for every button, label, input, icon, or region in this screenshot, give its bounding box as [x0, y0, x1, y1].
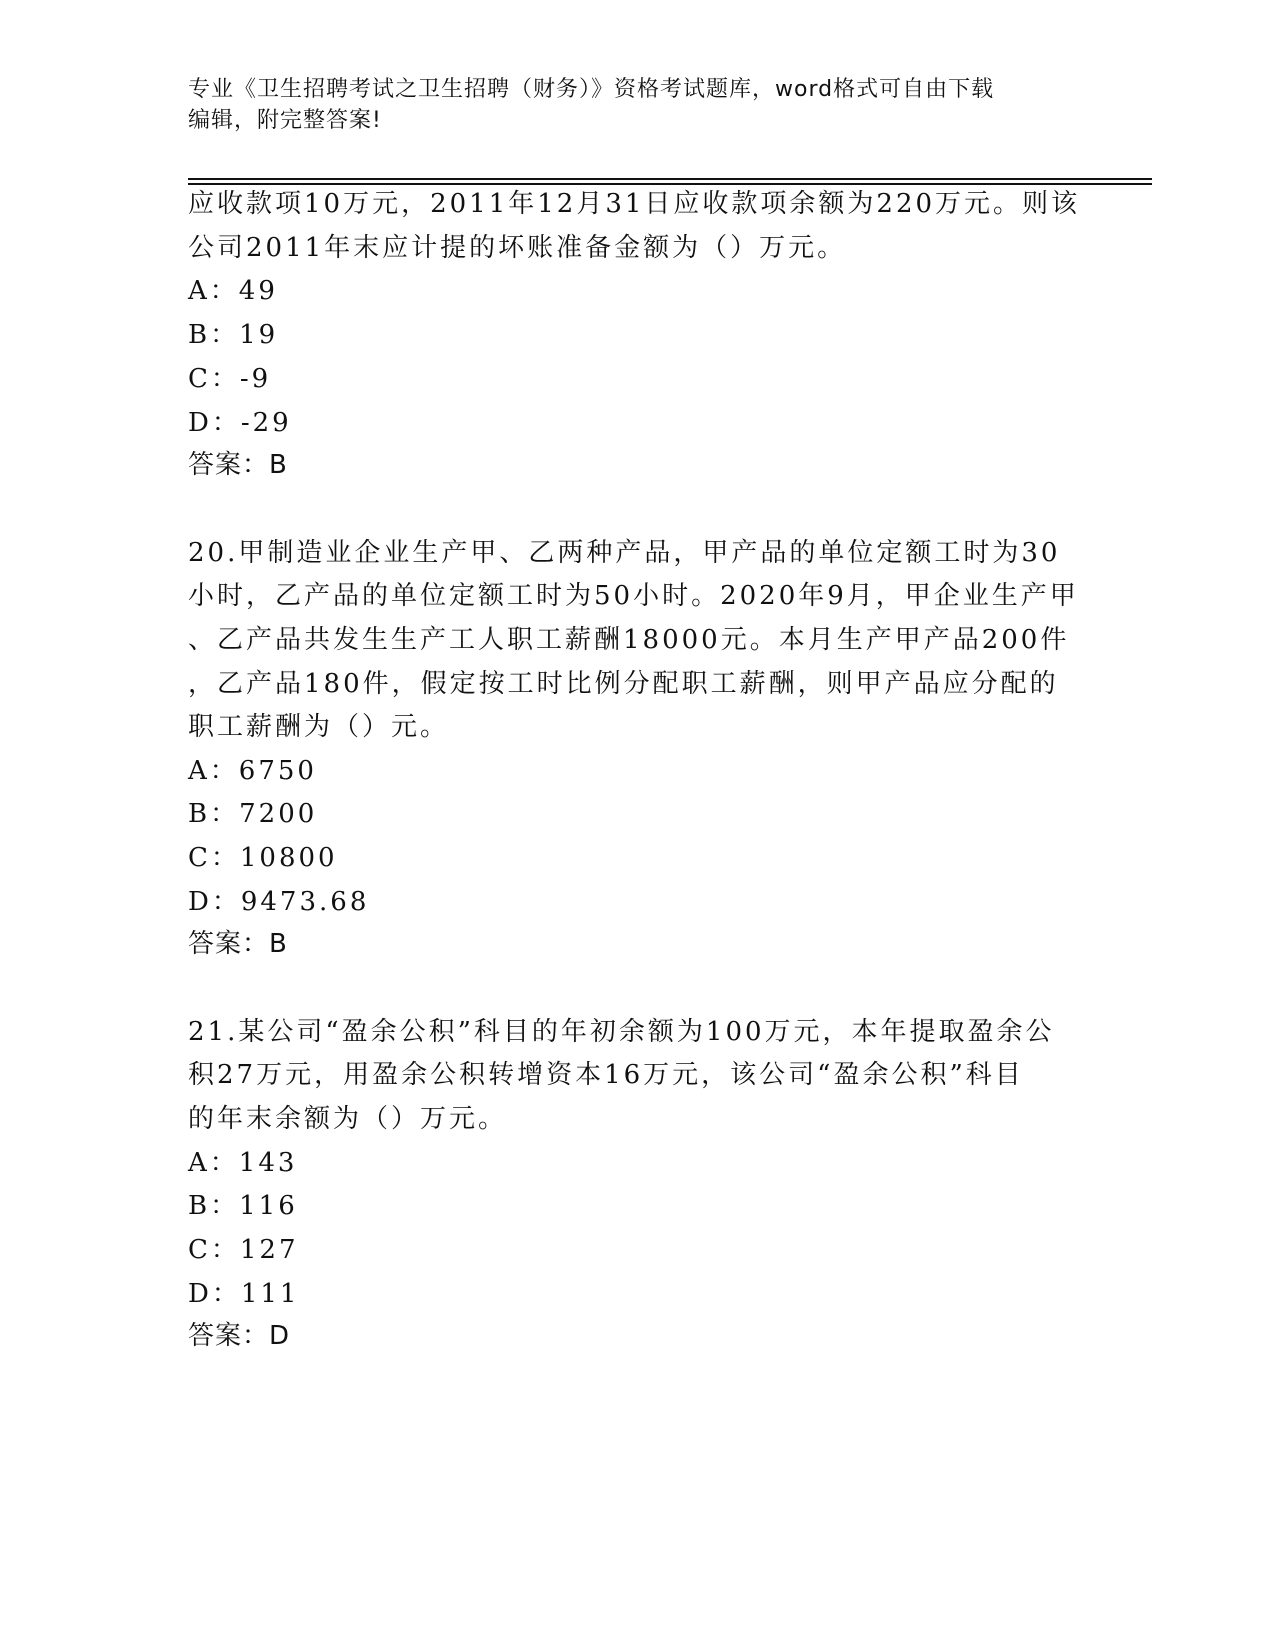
question-19-option-d: D：-29	[188, 408, 292, 438]
header-line-1: 专业《卫生招聘考试之卫生招聘（财务）》资格考试题库，word格式可自由下载	[188, 77, 995, 102]
question-20-option-c: C：10800	[188, 843, 338, 873]
question-19-option-a: A：49	[188, 276, 278, 306]
question-21-text-line: 的年末余额为（）万元。	[188, 1104, 508, 1134]
question-21-text-line: 积27万元，用盈余公积转增资本16万元，该公司“盈余公积”科目	[188, 1060, 1024, 1090]
question-19-option-b: B：19	[188, 320, 279, 350]
question-19-text-line: 应收款项10万元，2011年12月31日应收款项余额为220万元。则该	[188, 189, 1081, 219]
header-line-2: 编辑，附完整答案!	[188, 108, 382, 133]
header-divider-bottom	[188, 183, 1152, 185]
question-21-option-c: C：127	[188, 1235, 299, 1265]
question-21-answer: 答案：D	[188, 1321, 291, 1351]
question-20-text-line: 20.甲制造业企业生产甲、乙两种产品，甲产品的单位定额工时为30	[188, 538, 1061, 568]
question-21-option-b: B：116	[188, 1191, 298, 1221]
question-21-option-d: D：111	[188, 1279, 300, 1309]
question-19-text-line: 公司2011年末应计提的坏账准备金额为（）万元。	[188, 233, 847, 263]
question-20-text-line: ，乙产品180件，假定按工时比例分配职工薪酬，则甲产品应分配的	[188, 669, 1059, 699]
question-21-text-line: 21.某公司“盈余公积”科目的年初余额为100万元，本年提取盈余公	[188, 1017, 1055, 1047]
question-20-option-a: A：6750	[188, 756, 317, 786]
question-20-option-b: B：7200	[188, 799, 318, 829]
question-19-option-c: C：-9	[188, 364, 272, 394]
question-20-option-d: D：9473.68	[188, 887, 370, 917]
question-20-text-line: 、乙产品共发生生产工人职工薪酬18000元。本月生产甲产品200件	[188, 625, 1070, 655]
question-20-answer: 答案：B	[188, 929, 288, 959]
question-21-option-a: A：143	[188, 1148, 298, 1178]
header-divider-top	[188, 178, 1152, 180]
question-20-text-line: 职工薪酬为（）元。	[188, 712, 450, 742]
question-20-text-line: 小时，乙产品的单位定额工时为50小时。2020年9月，甲企业生产甲	[188, 581, 1079, 611]
document-header	[188, 74, 1068, 136]
question-19-answer: 答案：B	[188, 450, 288, 480]
